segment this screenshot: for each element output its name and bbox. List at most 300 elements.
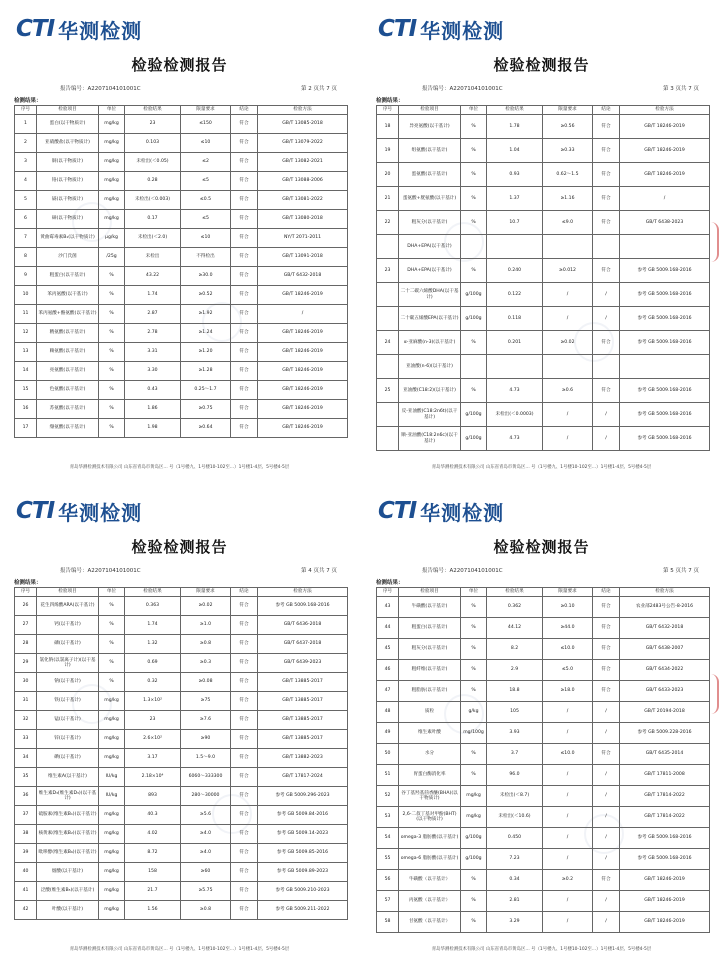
table-cell: ≥0.8 (181, 635, 231, 654)
table-cell: ≥4.0 (181, 825, 231, 844)
results-table (376, 105, 710, 451)
table-cell: ≥75 (181, 692, 231, 711)
table-cell: 参考 GB 5009.168-2016 (620, 403, 710, 427)
table-cell: 21 (377, 187, 399, 211)
table-row (15, 305, 348, 324)
table-cell: 23 (125, 711, 181, 730)
table-cell: 46 (377, 660, 399, 681)
table-cell: 43 (377, 597, 399, 618)
table-cell: 2.87 (125, 305, 181, 324)
table-cell: 3.31 (125, 343, 181, 362)
table-cell: 49 (377, 723, 399, 744)
table-cell: 56 (377, 870, 399, 891)
table-row (377, 139, 710, 163)
table-cell: / (543, 786, 593, 807)
table-row (377, 597, 710, 618)
table-cell: ≥0.08 (181, 673, 231, 692)
table-cell: 0.32 (125, 673, 181, 692)
table-cell (543, 355, 593, 379)
table-cell: 1.3×10² (125, 692, 181, 711)
table-cell: 0.17 (125, 210, 181, 229)
table-cell (377, 403, 399, 427)
table-cell: g/100g (461, 828, 487, 849)
report-number: 报告编号：A2207104101001C (60, 86, 141, 92)
table-cell: 砷(以干物质计) (37, 210, 99, 229)
results-table (376, 587, 710, 933)
column-header: 序号 (15, 106, 37, 115)
table-cell: mg/kg (461, 786, 487, 807)
table-cell: 符合 (593, 639, 620, 660)
table-cell: 谷丁基羟基茴香醚(BHA)(以干物质计) (399, 786, 461, 807)
table-cell: DHA+EPA(以干基计) (399, 235, 461, 259)
table-row (377, 807, 710, 828)
report-page-4 (2, 484, 357, 959)
table-cell: 符合 (231, 286, 258, 305)
table-cell: / (543, 765, 593, 786)
report-number: 报告编号：A2207104101001C (422, 568, 503, 574)
table-cell: % (99, 400, 125, 419)
table-cell: 27 (15, 616, 37, 635)
table-cell: IU/kg (99, 768, 125, 787)
table-cell: ≥5.75 (181, 882, 231, 901)
table-cell: 0.25～1.7 (181, 381, 231, 400)
table-cell: 黄曲霉毒素B₁(以干物质计) (37, 229, 99, 248)
table-cell: GB/T 6432-2018 (620, 618, 710, 639)
table-cell: ≤10.0 (543, 639, 593, 660)
table-cell: 符合 (231, 692, 258, 711)
table-cell: / (543, 307, 593, 331)
column-header: 结论 (231, 588, 258, 597)
table-cell: 44.12 (487, 618, 543, 639)
table-cell: 0.122 (487, 283, 543, 307)
table-cell: 符合 (593, 618, 620, 639)
column-header: 限量要求 (543, 588, 593, 597)
table-cell: ≤9.0 (543, 211, 593, 235)
table-cell: ≤0.5 (181, 191, 231, 210)
table-cell: 1.74 (125, 616, 181, 635)
table-cell: 10.7 (487, 211, 543, 235)
table-cell: 符合 (593, 187, 620, 211)
table-row (377, 618, 710, 639)
table-cell: 参考 GB 5009.85-2016 (258, 844, 348, 863)
table-cell: 丙氨酸（以干基计） (399, 891, 461, 912)
table-cell: % (99, 419, 125, 438)
page-footer: 青岛华测检测技术有限公司 山东省青岛市黄岛区… 号（1号楼九、1号楼10-102至…）1号楼1-4层、5号楼4-5层 (69, 465, 290, 470)
table-cell: 符合 (231, 210, 258, 229)
table-cell: 符合 (231, 191, 258, 210)
table-cell: 钠(以干基计) (37, 673, 99, 692)
table-cell: 符合 (593, 163, 620, 187)
table-cell: GB/T 18246-2019 (620, 163, 710, 187)
table-cell: 15 (15, 381, 37, 400)
table-cell: % (461, 639, 487, 660)
column-header: 序号 (377, 106, 399, 115)
table-cell: 氯化钠(以氯离子计)(以干基计) (37, 654, 99, 673)
table-row (377, 283, 710, 307)
table-cell (377, 307, 399, 331)
table-cell: GB/T 6438-2023 (620, 211, 710, 235)
table-cell: 未检出(＜8.7) (487, 786, 543, 807)
table-cell: ≥1.0 (181, 616, 231, 635)
table-cell: 符合 (231, 863, 258, 882)
table-cell: 34 (15, 749, 37, 768)
table-cell: 亚油酸(n-6)(以干基计) (399, 355, 461, 379)
table-row (377, 765, 710, 786)
table-cell: 0.69 (125, 654, 181, 673)
table-cell: 6060～333300 (181, 768, 231, 787)
table-cell: 40.3 (125, 806, 181, 825)
table-cell: GB/T 18246-2019 (620, 139, 710, 163)
table-cell: ≥7.6 (181, 711, 231, 730)
results-table (14, 587, 348, 920)
table-cell: 符合 (231, 343, 258, 362)
table-cell: g/100g (461, 283, 487, 307)
table-cell: / (593, 702, 620, 723)
table-cell: 7.23 (487, 849, 543, 870)
table-cell: % (461, 618, 487, 639)
results-label: 检测结果： (14, 98, 42, 104)
table-cell (377, 427, 399, 451)
table-row (15, 134, 348, 153)
table-cell (593, 235, 620, 259)
table-cell: 符合 (593, 660, 620, 681)
table-row (377, 427, 710, 451)
cti-logo (16, 498, 142, 524)
table-cell: 缬氨酸(以干基计) (37, 419, 99, 438)
table-row (15, 286, 348, 305)
table-cell: 3.29 (487, 912, 543, 933)
table-row (15, 901, 348, 920)
logo-name: 华测检测 (420, 500, 505, 525)
table-row (377, 891, 710, 912)
report-title: 检验检测报告 (493, 538, 590, 556)
table-cell: GB/T 13085-2018 (258, 115, 348, 134)
table-cell: 符合 (231, 768, 258, 787)
table-cell: 粗蛋白(以干基计) (37, 267, 99, 286)
table-cell: 磷(以干基计) (37, 635, 99, 654)
table-cell: % (461, 115, 487, 139)
table-cell: % (461, 744, 487, 765)
column-header: 单位 (99, 106, 125, 115)
table-cell: % (461, 139, 487, 163)
table-cell: 280～30000 (181, 787, 231, 806)
table-cell: 0.118 (487, 307, 543, 331)
table-cell: 未检出 (125, 248, 181, 267)
table-cell: 符合 (231, 597, 258, 616)
table-cell: 20 (377, 163, 399, 187)
table-row (377, 259, 710, 283)
table-row (377, 307, 710, 331)
table-cell: / (593, 403, 620, 427)
table-cell: 甘氨酸（以干基计） (399, 912, 461, 933)
column-header: 单位 (461, 588, 487, 597)
table-cell: GB/T 18246-2019 (258, 343, 348, 362)
table-cell: 4.02 (125, 825, 181, 844)
table-cell: 0.28 (125, 172, 181, 191)
table-cell: 1.04 (487, 139, 543, 163)
page-footer: 青岛华测检测技术有限公司 山东省青岛市黄岛区… 号（1号楼九、1号楼10-102至…）1号楼1-4层、5号楼4-5层 (69, 947, 290, 952)
table-cell: ≥1.28 (181, 362, 231, 381)
table-cell: 符合 (231, 901, 258, 920)
report-page-3 (364, 2, 719, 477)
table-cell: 29 (15, 654, 37, 673)
table-cell: GB/T 20194-2018 (620, 702, 710, 723)
table-cell: 2,6-二叔丁基对甲酚(BHT)(以干物质计) (399, 807, 461, 828)
table-row (377, 828, 710, 849)
table-cell: mg/kg (99, 210, 125, 229)
table-cell: GB/T 18246-2019 (258, 400, 348, 419)
table-cell: omega-3 脂肪酸(以干基计) (399, 828, 461, 849)
report-meta (422, 566, 699, 574)
table-cell: ≥1.24 (181, 324, 231, 343)
table-cell: 符合 (231, 787, 258, 806)
table-cell: 苏氨酸(以干基计) (37, 400, 99, 419)
report-number: 报告编号：A2207104101001C (60, 568, 141, 574)
table-cell: mg/kg (99, 749, 125, 768)
table-row (377, 403, 710, 427)
column-header: 限量要求 (181, 588, 231, 597)
table-row (15, 115, 348, 134)
table-cell: ≥0.02 (181, 597, 231, 616)
table-cell: 镉(以干物质计) (37, 191, 99, 210)
table-cell: 41 (15, 882, 37, 901)
table-cell: % (99, 286, 125, 305)
table-cell: g/100g (461, 403, 487, 427)
table-cell: ≥0.64 (181, 419, 231, 438)
table-cell: GB/T 13081-2022 (258, 191, 348, 210)
table-cell: ≥0.2 (543, 870, 593, 891)
table-cell: ≥0.6 (543, 379, 593, 403)
table-cell: 40 (15, 863, 37, 882)
table-row (15, 191, 348, 210)
table-cell: GB/T 13885-2017 (258, 730, 348, 749)
table-row (15, 616, 348, 635)
column-header: 检验方法 (258, 106, 348, 115)
table-cell: 33 (15, 730, 37, 749)
table-cell (543, 235, 593, 259)
table-header-row (15, 106, 348, 115)
table-cell: mg/kg (99, 730, 125, 749)
table-cell: 烟酸(以干基计) (37, 863, 99, 882)
table-cell: 符合 (231, 115, 258, 134)
table-cell: GB/T 6434-2022 (620, 660, 710, 681)
logo-name: 华测检测 (58, 500, 143, 525)
table-cell: GB/T 18246-2019 (258, 381, 348, 400)
table-cell: mg/kg (99, 844, 125, 863)
table-cell: 2.6×10² (125, 730, 181, 749)
table-cell: / (543, 427, 593, 451)
table-cell: 19 (377, 139, 399, 163)
table-cell: 11 (15, 305, 37, 324)
table-cell: GB/T 18246-2019 (258, 362, 348, 381)
table-cell: 泛酸(维生素B₅)(以干基计) (37, 882, 99, 901)
table-row (377, 723, 710, 744)
table-cell (593, 355, 620, 379)
table-row (15, 635, 348, 654)
table-cell: ≤10 (181, 229, 231, 248)
table-cell: α-亚麻酸(n-3)(以干基计) (399, 331, 461, 355)
table-cell: / (593, 912, 620, 933)
table-cell: GB/T 17814-2022 (620, 786, 710, 807)
table-cell: 96.0 (487, 765, 543, 786)
table-cell: 粗纤维(以干基计) (399, 660, 461, 681)
table-cell: / (543, 891, 593, 912)
table-row (15, 825, 348, 844)
table-row (15, 362, 348, 381)
table-cell: 参考 GB 5009.168-2016 (620, 427, 710, 451)
table-cell: % (99, 635, 125, 654)
table-cell: 105 (487, 702, 543, 723)
table-cell (461, 355, 487, 379)
table-cell: % (99, 267, 125, 286)
table-cell: GB/T 13079-2022 (258, 134, 348, 153)
table-cell: 符合 (593, 259, 620, 283)
table-cell: % (99, 305, 125, 324)
table-cell: / (593, 807, 620, 828)
table-cell: % (461, 211, 487, 235)
cti-logo (378, 498, 504, 524)
table-cell: 粗灰分(以干基计) (399, 211, 461, 235)
table-cell: 参考 GB 5009.168-2016 (620, 259, 710, 283)
table-cell: / (543, 912, 593, 933)
table-cell: / (593, 891, 620, 912)
table-row (377, 912, 710, 933)
table-row (15, 749, 348, 768)
table-row (15, 267, 348, 286)
table-row (15, 844, 348, 863)
table-cell: GB/T 13088-2006 (258, 172, 348, 191)
table-cell: 参考 GB 5009.210-2023 (258, 882, 348, 901)
table-row (377, 639, 710, 660)
table-cell: 0.450 (487, 828, 543, 849)
table-cell: ≥44.0 (543, 618, 593, 639)
table-cell: GB/T 6439-2023 (258, 654, 348, 673)
table-cell: 铜(以干物质计) (37, 153, 99, 172)
table-cell: GB/T 13091-2018 (258, 248, 348, 267)
table-cell: 花生四烯酸ARA(以干基计) (37, 597, 99, 616)
table-cell: 54 (377, 828, 399, 849)
table-cell: g/100g (461, 427, 487, 451)
table-row (15, 400, 348, 419)
table-cell: % (99, 343, 125, 362)
table-cell: 锌(以干基计) (37, 730, 99, 749)
table-cell (487, 355, 543, 379)
table-cell: 符合 (231, 324, 258, 343)
table-cell: % (461, 891, 487, 912)
table-row (15, 248, 348, 267)
report-page-5 (364, 484, 719, 959)
table-cell: 符合 (231, 229, 258, 248)
table-cell: ≥1.16 (543, 187, 593, 211)
table-cell: % (461, 597, 487, 618)
table-cell: 符合 (231, 711, 258, 730)
report-title: 检验检测报告 (131, 538, 228, 556)
table-cell: 未检出(＜0.003) (125, 191, 181, 210)
table-cell: ≥0.56 (543, 115, 593, 139)
column-header: 序号 (377, 588, 399, 597)
table-row (15, 343, 348, 362)
table-cell: GB/T 18246-2019 (258, 419, 348, 438)
table-cell: 16 (15, 400, 37, 419)
report-meta (60, 84, 337, 92)
table-cell: 二十碳五烯酸EPA(以干基计) (399, 307, 461, 331)
table-cell: 44 (377, 618, 399, 639)
table-cell: 3.17 (125, 749, 181, 768)
table-cell: / (543, 403, 593, 427)
table-cell: 参考 GB 5009.168-2016 (620, 849, 710, 870)
table-cell: 13 (15, 343, 37, 362)
table-cell: % (99, 381, 125, 400)
table-cell: 3.93 (487, 723, 543, 744)
table-row (15, 882, 348, 901)
table-cell: DHA+EPA(以干基计) (399, 259, 461, 283)
table-cell: 3.7 (487, 744, 543, 765)
table-row (15, 172, 348, 191)
table-cell: 符合 (231, 305, 258, 324)
table-cell: 符合 (593, 115, 620, 139)
table-cell: 硫胺素(维生素B₁)(以干基计) (37, 806, 99, 825)
table-row (15, 806, 348, 825)
table-cell: / (543, 807, 593, 828)
results-table (14, 105, 348, 438)
table-cell: 8.72 (125, 844, 181, 863)
table-cell: 39 (15, 844, 37, 863)
table-row (15, 711, 348, 730)
table-cell: 18 (377, 115, 399, 139)
table-cell: 53 (377, 807, 399, 828)
table-cell: 锰(以干基计) (37, 711, 99, 730)
table-cell: GB/T 6433-2023 (620, 681, 710, 702)
table-cell: ≥0.10 (543, 597, 593, 618)
table-row (15, 730, 348, 749)
table-cell: 8.2 (487, 639, 543, 660)
table-cell: mg/kg (99, 153, 125, 172)
logo-name: 华测检测 (58, 18, 143, 43)
table-cell: 58 (377, 912, 399, 933)
table-cell: ≥0.012 (543, 259, 593, 283)
table-cell: 37 (15, 806, 37, 825)
table-cell: 参考 GB 5009.168-2016 (620, 307, 710, 331)
table-cell: 亚油酸(C18:2)(以干基计) (399, 379, 461, 403)
table-row (377, 681, 710, 702)
column-header: 结论 (231, 106, 258, 115)
table-cell: GB/T 18246-2019 (620, 115, 710, 139)
page-indicator: 第 4 页共 7 页 (301, 568, 337, 574)
table-cell: / (593, 849, 620, 870)
column-header: 结论 (593, 106, 620, 115)
table-cell: 31 (15, 692, 37, 711)
table-cell (620, 355, 710, 379)
table-cell: ≤10.0 (543, 744, 593, 765)
page-footer: 青岛华测检测技术有限公司 山东省青岛市黄岛区… 号（1号楼九、1号楼10-102至…）1号楼1-4层、5号楼4-5层 (431, 465, 652, 470)
table-cell: 0.93 (487, 163, 543, 187)
table-cell: GB/T 13080-2018 (258, 210, 348, 229)
table-cell: 参考 GB 5009.168-2016 (620, 379, 710, 403)
table-cell: 符合 (593, 744, 620, 765)
table-cell: 符合 (231, 654, 258, 673)
table-cell: 亮氨酸(以干基计) (37, 362, 99, 381)
table-cell: ≤10 (181, 134, 231, 153)
table-cell: ≤5 (181, 172, 231, 191)
table-cell: 42 (15, 901, 37, 920)
column-header: 检验方法 (258, 588, 348, 597)
table-row (15, 654, 348, 673)
table-cell: 参考 GB 5009.211-2022 (258, 901, 348, 920)
column-header: 单位 (461, 106, 487, 115)
table-cell: 胃蛋白酶消化率 (399, 765, 461, 786)
page-indicator: 第 5 页共 7 页 (663, 568, 699, 574)
column-header: 检验结果 (487, 588, 543, 597)
